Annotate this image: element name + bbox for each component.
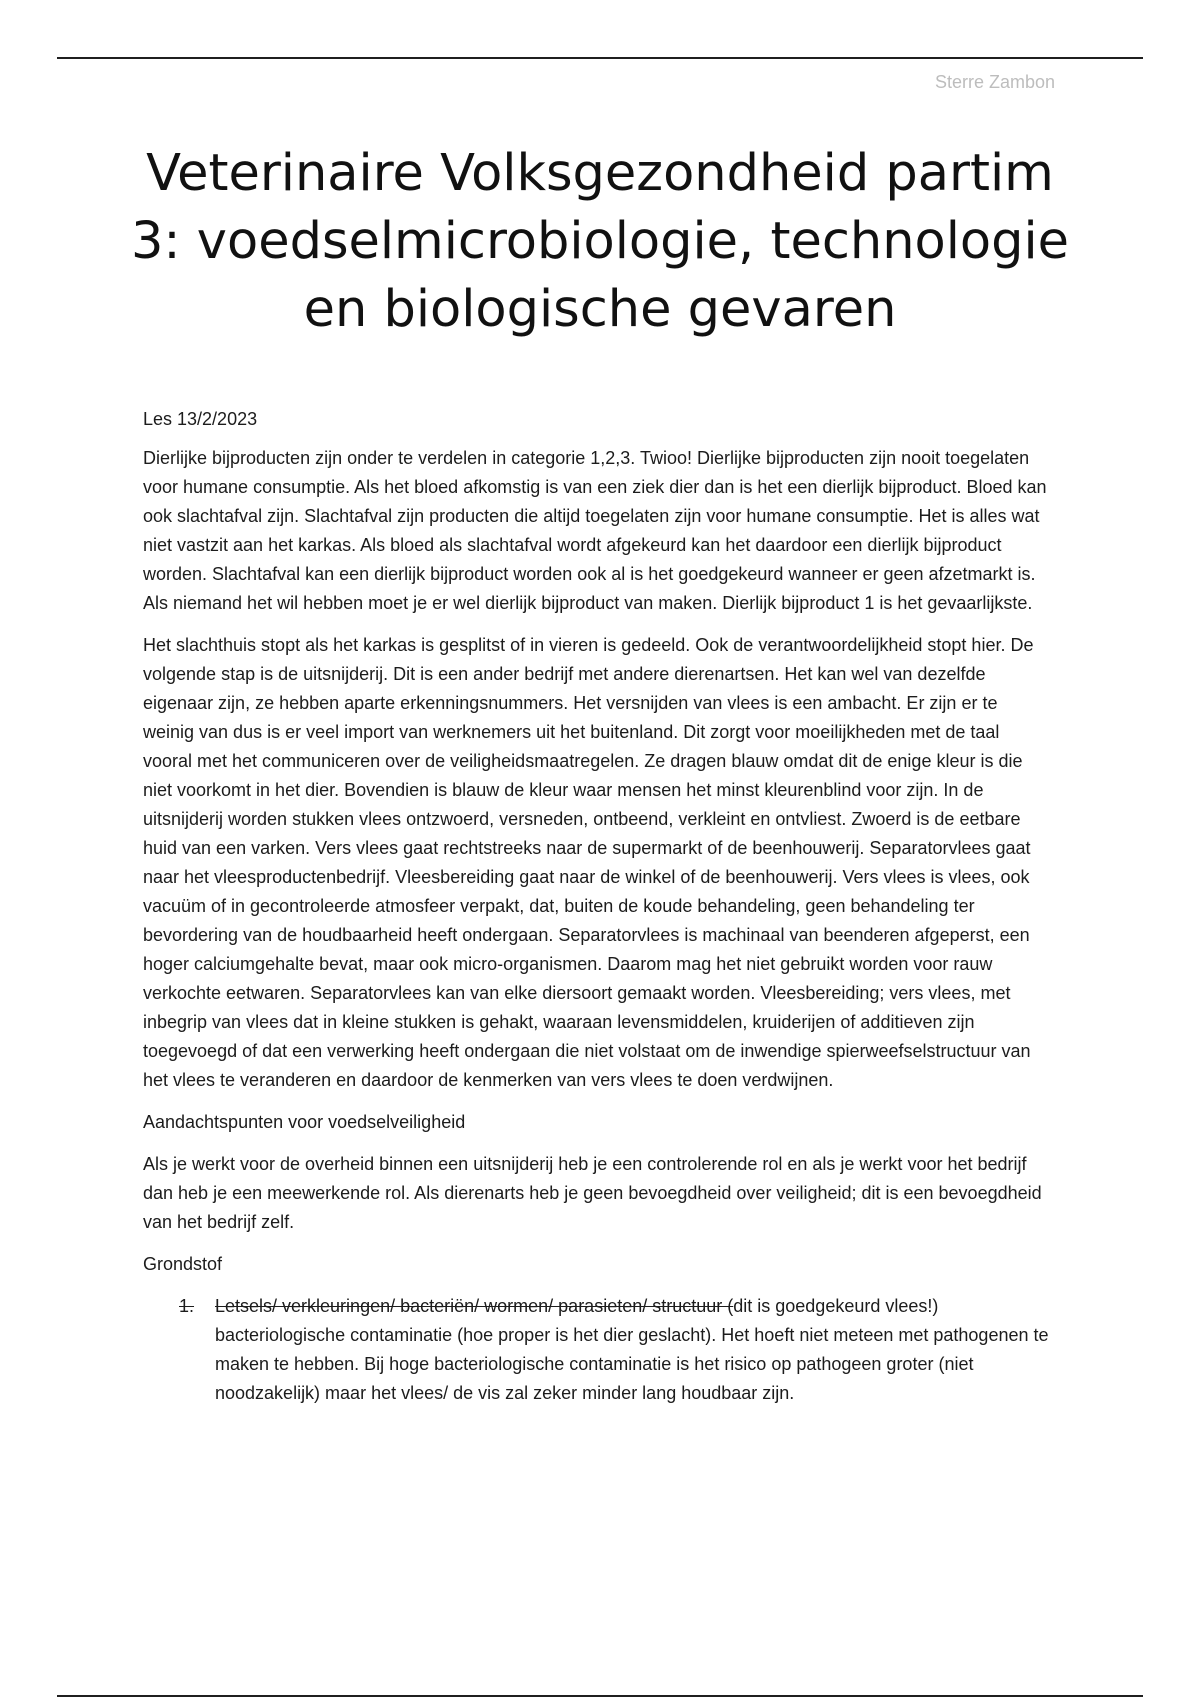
list-item-struck-text: Letsels/ verkleuringen/ bacteriën/ wormen/ parasieten/ structuur ( [215,1296,734,1316]
grondstof-list [143,1292,1053,1408]
paragraph-rollen: Als je werkt voor de overheid binnen een uitsnijderij heb je een controlerende rol en als je werkt voor het bedrijf dan heb je een meewerkende rol. Als dierenarts heb je geen bevoegdheid over veiligheid; dit is een bevoegdheid van het bedrijf zelf. [143,1154,1042,1232]
paragraph-uitsnijderij: Het slachthuis stopt als het karkas is gesplitst of in vieren is gedeeld. Ook de verantwoordelijkheid stopt hier. De volgende stap is de uitsnijderij. Dit is een ander bedrijf met andere dierenartsen. Het kan wel van dezelfde eigenaar zijn, ze hebben aparte erkenningsnummers. Het versnijden van vlees is een ambacht. Er zijn er te weinig van dus is er veel import van werknemers uit het buitenland. Dit zorgt voor moeilijkheden met de taal vooral met het communiceren over de veiligheidsmaatregelen. Ze dragen blauw omdat dit de enige kleur is die niet voorkomt in het dier. Bovendien is blauw de kleur waar mensen het minst kleurenblind voor zijn. In de uitsnijderij worden stukken vlees ontzwoerd, versneden, ontbeend, verkleint en ontvliest. Zwoerd is de eetbare huid van een varken. Vers vlees gaat rechtstreeks naar de supermarkt of de beenhouwerij. Separatorvlees gaat naar het vleesproductenbedrijf. Vleesbereiding gaat naar de winkel of de beenhouwerij. Vers vlees is vlees, ook vacuüm of in gecontroleerde atmosfeer verpakt, dat, buiten de koude behandeling, geen behandeling ter bevordering van de houdbaarheid heeft ondergaan. Separatorvlees is machinaal van beenderen afgeperst, een hoger calciumgehalte bevat, maar ook micro-organismen. Daarom mag het niet gebruikt worden voor rauw verkochte eetwaren. Separatorvlees kan van elke diersoort gemaakt worden. Vleesbereiding; vers vlees, met inbegrip van vlees dat in kleine stukken is gehakt, waaraan levensmiddelen, kruiderijen of additieven zijn toegevoegd of dat een verwerking heeft ondergaan die niet volstaat om de inwendige spierweefselstructuur van het vlees te veranderen en daardoor de kenmerken van vers vlees te doen verdwijnen. [143,635,1034,1090]
paragraph-bijproducten: Dierlijke bijproducten zijn onder te verdelen in categorie 1,2,3. Twioo! Dierlijke bijproducten zijn nooit toegelaten voor humane consumptie. Als het bloed afkomstig is van een ziek dier dan is het een dierlijk bijproduct. Bloed kan ook slachtafval zijn. Slachtafval zijn producten die altijd toegelaten zijn voor humane consumptie. Het is alles wat niet vastzit aan het karkas. Als bloed als slachtafval wordt afgekeurd kan het daardoor een dierlijk bijproduct worden. Slachtafval kan een dierlijk bijproduct worden ook al is het goedgekeurd wanneer er geen afzetmarkt is. Als niemand het wil hebben moet je er wel dierlijk bijproduct van maken. Dierlijk bijproduct 1 is het gevaarlijkste. [143,448,1047,613]
footer-rule [57,1695,1143,1697]
document-title: Veterinaire Volksgezondheid partim 3: voedselmicrobiologie, technologie en biologische gevaren [130,144,1070,339]
section-heading-voedselveiligheid: Aandachtspunten voor voedselveiligheid [143,1112,466,1132]
list-item-number: 1. [179,1296,195,1316]
list-item-text: dit is goedgekeurd vlees!) bacteriologische contaminatie (hoe proper is het dier geslacht). Het hoeft niet meteen met pathogenen te maken te hebben. Bij hoge bacteriologische contaminatie is het risico op pathogeen groter (niet noodzakelijk) maar het vlees/ de vis zal zeker minder lang houdbaar zijn. [215,1296,1049,1403]
header-rule [57,57,1143,59]
header-author: Sterre Zambon [934,72,1055,92]
list-item [143,1292,1053,1408]
section-heading-grondstof: Grondstof [143,1254,223,1274]
document-body [143,405,1053,1408]
date-line: Les 13/2/2023 [143,409,258,429]
